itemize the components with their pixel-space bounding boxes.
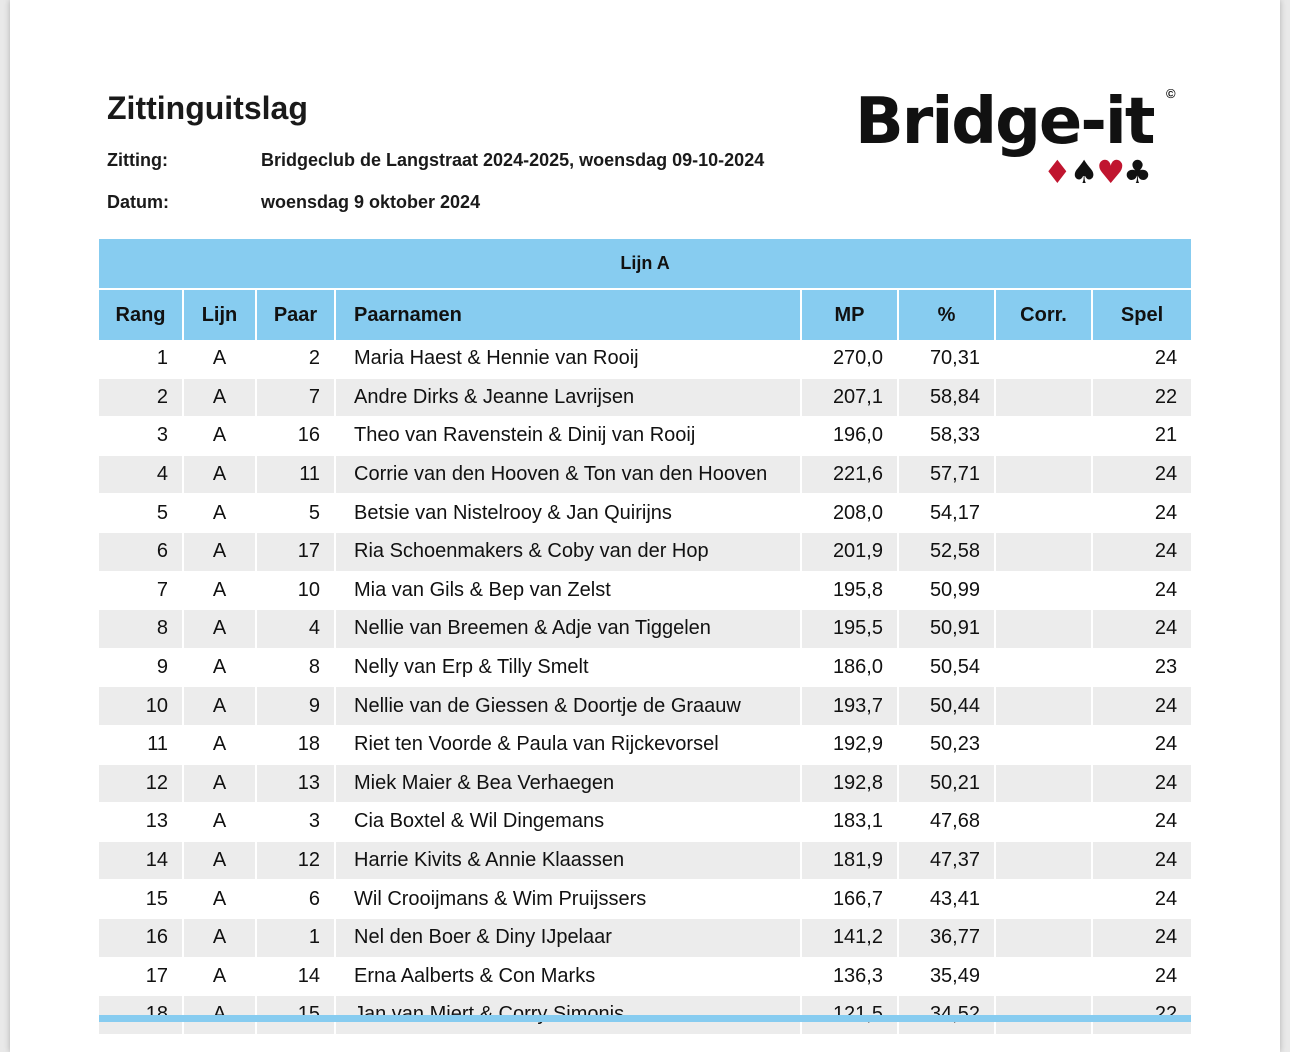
- cell-mp: 181,9: [801, 841, 898, 880]
- cell-spel: 24: [1092, 532, 1191, 571]
- table-row: [99, 803, 1191, 842]
- cell-corr: [995, 455, 1092, 494]
- table-row: [99, 957, 1191, 996]
- cell-pct: 58,84: [898, 378, 995, 417]
- cell-spel: 24: [1092, 803, 1191, 842]
- cell-spel: 23: [1092, 648, 1191, 687]
- line-title: Lijn A: [99, 239, 1191, 289]
- cell-mp: 208,0: [801, 494, 898, 533]
- col-header-lijn: Lijn: [183, 289, 256, 340]
- cell-paarnamen: Erna Aalberts & Con Marks: [335, 957, 801, 996]
- cell-rang: 4: [99, 455, 183, 494]
- cell-paar: 12: [256, 841, 335, 880]
- table-row: [99, 648, 1191, 687]
- cell-lijn: A: [183, 532, 256, 571]
- cell-corr: [995, 571, 1092, 610]
- cell-lijn: A: [183, 841, 256, 880]
- col-header-paarnamen: Paarnamen: [335, 289, 801, 340]
- cell-paar: 11: [256, 455, 335, 494]
- col-header-mp: MP: [801, 289, 898, 340]
- spade-icon: ♠: [1069, 153, 1097, 191]
- cell-pct: 50,44: [898, 687, 995, 726]
- page-title: Zittinguitslag: [107, 90, 308, 126]
- table-row: [99, 610, 1191, 649]
- cell-spel: 24: [1092, 571, 1191, 610]
- cell-mp: 192,8: [801, 764, 898, 803]
- cell-pct: 47,37: [898, 841, 995, 880]
- cell-pct: 54,17: [898, 494, 995, 533]
- cell-rang: 6: [99, 532, 183, 571]
- cell-rang: 15: [99, 880, 183, 919]
- cell-lijn: A: [183, 918, 256, 957]
- cell-pct: 58,33: [898, 417, 995, 456]
- cell-rang: 3: [99, 417, 183, 456]
- cell-corr: [995, 841, 1092, 880]
- table-row: [99, 378, 1191, 417]
- club-icon: ♣: [1123, 153, 1150, 191]
- cell-spel: 21: [1092, 417, 1191, 456]
- cell-paarnamen: Nel den Boer & Diny IJpelaar: [335, 918, 801, 957]
- table-row: [99, 841, 1191, 880]
- cell-paar: 13: [256, 764, 335, 803]
- cell-lijn: A: [183, 494, 256, 533]
- cell-rang: 1: [99, 340, 183, 378]
- cell-rang: 17: [99, 957, 183, 996]
- cell-paarnamen: Theo van Ravenstein & Dinij van Rooij: [335, 417, 801, 456]
- cell-corr: [995, 378, 1092, 417]
- bridge-it-logo: [855, 82, 1185, 192]
- cell-corr: [995, 918, 1092, 957]
- cell-mp: 207,1: [801, 378, 898, 417]
- cell-paar: 14: [256, 957, 335, 996]
- cell-pct: 50,54: [898, 648, 995, 687]
- cell-paar: 16: [256, 417, 335, 456]
- datum-label: Datum:: [107, 192, 169, 212]
- table-row: [99, 417, 1191, 456]
- col-header-corr: Corr.: [995, 289, 1092, 340]
- cell-corr: [995, 803, 1092, 842]
- cell-paarnamen: Mia van Gils & Bep van Zelst: [335, 571, 801, 610]
- cell-pct: 47,68: [898, 803, 995, 842]
- cell-mp: 193,7: [801, 687, 898, 726]
- cell-corr: [995, 725, 1092, 764]
- cell-mp: 270,0: [801, 340, 898, 378]
- cell-rang: 16: [99, 918, 183, 957]
- table-row: [99, 687, 1191, 726]
- table-row: [99, 764, 1191, 803]
- logo-text: Bridge-it: [855, 85, 1154, 159]
- cell-spel: 24: [1092, 340, 1191, 378]
- cell-spel: 24: [1092, 494, 1191, 533]
- cell-mp: 221,6: [801, 455, 898, 494]
- cell-paarnamen: Ria Schoenmakers & Coby van der Hop: [335, 532, 801, 571]
- cell-rang: 11: [99, 725, 183, 764]
- cell-rang: 7: [99, 571, 183, 610]
- cell-pct: 52,58: [898, 532, 995, 571]
- cell-pct: 35,49: [898, 957, 995, 996]
- cell-mp: 183,1: [801, 803, 898, 842]
- cell-corr: [995, 610, 1092, 649]
- cell-pct: 36,77: [898, 918, 995, 957]
- cell-lijn: A: [183, 648, 256, 687]
- diamond-icon: ♦: [1043, 153, 1070, 191]
- cell-paar: 9: [256, 687, 335, 726]
- cell-mp: 186,0: [801, 648, 898, 687]
- cell-pct: 43,41: [898, 880, 995, 919]
- table-row: [99, 455, 1191, 494]
- cell-mp: 136,3: [801, 957, 898, 996]
- cell-lijn: A: [183, 957, 256, 996]
- cell-spel: 24: [1092, 880, 1191, 919]
- cell-lijn: A: [183, 880, 256, 919]
- cell-corr: [995, 417, 1092, 456]
- cell-paarnamen: Nelly van Erp & Tilly Smelt: [335, 648, 801, 687]
- cell-rang: 8: [99, 610, 183, 649]
- cell-paar: 10: [256, 571, 335, 610]
- zitting-value: Bridgeclub de Langstraat 2024-2025, woensdag 09-10-2024: [261, 150, 765, 170]
- cell-spel: 24: [1092, 455, 1191, 494]
- cell-spel: 24: [1092, 725, 1191, 764]
- cell-spel: 24: [1092, 957, 1191, 996]
- cell-pct: 57,71: [898, 455, 995, 494]
- cell-mp: 192,9: [801, 725, 898, 764]
- cell-paar: 4: [256, 610, 335, 649]
- line-title-row: [99, 239, 1191, 289]
- heart-icon: ♥: [1096, 153, 1124, 191]
- table-bottom-bar: [99, 1015, 1191, 1022]
- col-header-pct: %: [898, 289, 995, 340]
- cell-corr: [995, 880, 1092, 919]
- cell-paar: 6: [256, 880, 335, 919]
- cell-rang: 14: [99, 841, 183, 880]
- cell-mp: 141,2: [801, 918, 898, 957]
- cell-lijn: A: [183, 378, 256, 417]
- cell-mp: 195,5: [801, 610, 898, 649]
- cell-paar: 2: [256, 340, 335, 378]
- cell-mp: 201,9: [801, 532, 898, 571]
- cell-spel: 24: [1092, 764, 1191, 803]
- cell-corr: [995, 957, 1092, 996]
- cell-lijn: A: [183, 610, 256, 649]
- cell-lijn: A: [183, 803, 256, 842]
- table-row: [99, 532, 1191, 571]
- cell-pct: 50,91: [898, 610, 995, 649]
- cell-corr: [995, 764, 1092, 803]
- cell-corr: [995, 687, 1092, 726]
- column-header-row: [99, 289, 1191, 340]
- cell-pct: 50,99: [898, 571, 995, 610]
- cell-pct: 50,23: [898, 725, 995, 764]
- cell-paar: 8: [256, 648, 335, 687]
- cell-rang: 9: [99, 648, 183, 687]
- cell-corr: [995, 340, 1092, 378]
- cell-lijn: A: [183, 455, 256, 494]
- table-row: [99, 494, 1191, 533]
- cell-paar: 7: [256, 378, 335, 417]
- cell-rang: 10: [99, 687, 183, 726]
- result-rows: [99, 340, 1191, 1034]
- col-header-paar: Paar: [256, 289, 335, 340]
- cell-paarnamen: Riet ten Voorde & Paula van Rijckevorsel: [335, 725, 801, 764]
- cell-paarnamen: Nellie van Breemen & Adje van Tiggelen: [335, 610, 801, 649]
- cell-lijn: A: [183, 764, 256, 803]
- table-row: [99, 880, 1191, 919]
- col-header-spel: Spel: [1092, 289, 1191, 340]
- cell-paar: 17: [256, 532, 335, 571]
- cell-mp: 166,7: [801, 880, 898, 919]
- cell-paarnamen: Maria Haest & Hennie van Rooij: [335, 340, 801, 378]
- cell-lijn: A: [183, 417, 256, 456]
- cell-paarnamen: Cia Boxtel & Wil Dingemans: [335, 803, 801, 842]
- document-page: [10, 0, 1280, 1052]
- cell-spel: 24: [1092, 918, 1191, 957]
- table-row: [99, 918, 1191, 957]
- cell-paar: 3: [256, 803, 335, 842]
- cell-paarnamen: Corrie van den Hooven & Ton van den Hooven: [335, 455, 801, 494]
- cell-lijn: A: [183, 571, 256, 610]
- cell-paarnamen: Nellie van de Giessen & Doortje de Graauw: [335, 687, 801, 726]
- cell-corr: [995, 494, 1092, 533]
- cell-lijn: A: [183, 687, 256, 726]
- cell-spel: 24: [1092, 610, 1191, 649]
- cell-corr: [995, 532, 1092, 571]
- cell-rang: 13: [99, 803, 183, 842]
- cell-spel: 24: [1092, 841, 1191, 880]
- table-row: [99, 725, 1191, 764]
- cell-paarnamen: Andre Dirks & Jeanne Lavrijsen: [335, 378, 801, 417]
- cell-lijn: A: [183, 340, 256, 378]
- datum-value: woensdag 9 oktober 2024: [261, 192, 481, 212]
- cell-paarnamen: Harrie Kivits & Annie Klaassen: [335, 841, 801, 880]
- logo-copyright: ©: [1166, 86, 1176, 101]
- cell-rang: 5: [99, 494, 183, 533]
- cell-spel: 24: [1092, 687, 1191, 726]
- cell-paar: 18: [256, 725, 335, 764]
- cell-corr: [995, 648, 1092, 687]
- table-row: [99, 571, 1191, 610]
- cell-lijn: A: [183, 725, 256, 764]
- cell-rang: 2: [99, 378, 183, 417]
- cell-pct: 70,31: [898, 340, 995, 378]
- card-suits: [1043, 154, 1150, 190]
- table-row: [99, 340, 1191, 378]
- cell-paarnamen: Wil Crooijmans & Wim Pruijssers: [335, 880, 801, 919]
- cell-rang: 12: [99, 764, 183, 803]
- cell-mp: 195,8: [801, 571, 898, 610]
- cell-pct: 50,21: [898, 764, 995, 803]
- cell-mp: 196,0: [801, 417, 898, 456]
- cell-paar: 5: [256, 494, 335, 533]
- cell-paarnamen: Miek Maier & Bea Verhaegen: [335, 764, 801, 803]
- cell-paarnamen: Betsie van Nistelrooy & Jan Quirijns: [335, 494, 801, 533]
- zitting-label: Zitting:: [107, 150, 168, 170]
- results-table: [99, 239, 1191, 1035]
- col-header-rang: Rang: [99, 289, 183, 340]
- cell-spel: 22: [1092, 378, 1191, 417]
- cell-paar: 1: [256, 918, 335, 957]
